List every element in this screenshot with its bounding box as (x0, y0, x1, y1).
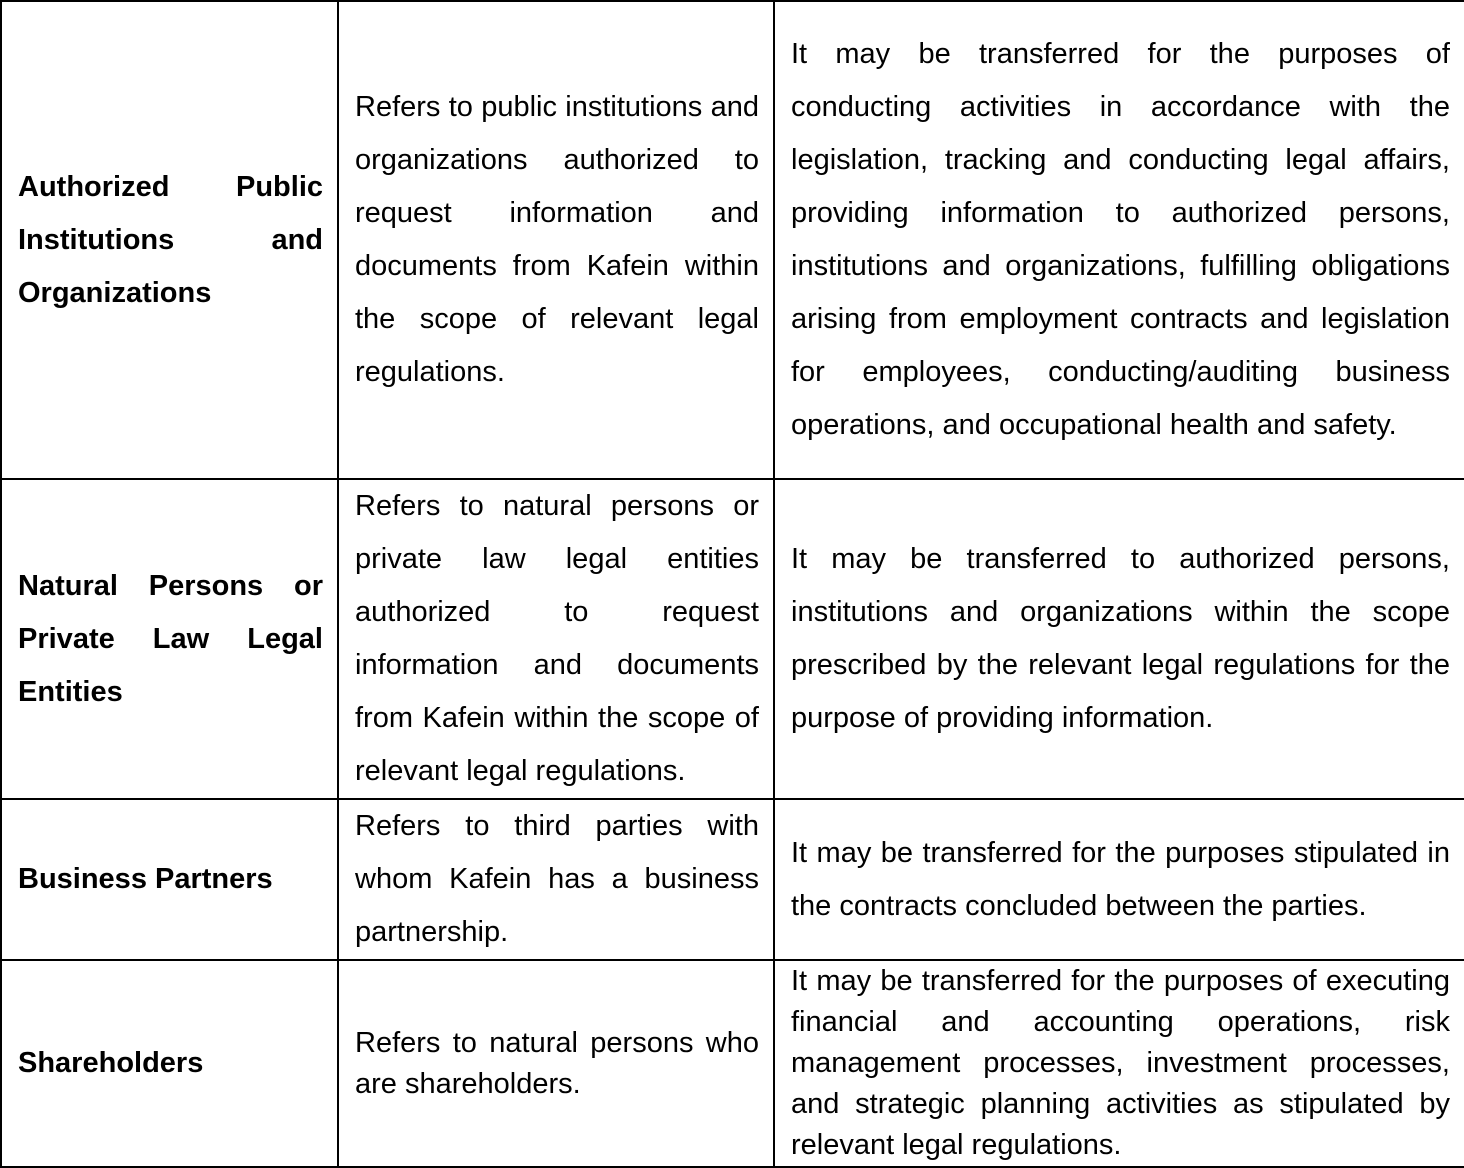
recipient-group-description: Refers to natural persons who are shareholders. (338, 960, 774, 1167)
recipient-group-name: Business Partners (1, 799, 338, 960)
recipient-group-description: Refers to public institutions and organizations authorized to request information and documents from Kafein within the scope of relevant legal regulations. (338, 1, 774, 479)
transfer-purpose: It may be transferred for the purposes of executing financial and accounting operations, risk management processes, investment processes, and strategic planning activities as stipulated by relevant legal regulations. (774, 960, 1464, 1167)
transfer-purpose: It may be transferred to authorized persons, institutions and organizations within the scope prescribed by the relevant legal regulations for the purpose of providing information. (774, 479, 1464, 799)
table-row (1, 799, 1464, 960)
recipient-group-description: Refers to natural persons or private law legal entities authorized to request information and documents from Kafein within the scope of relevant legal regulations. (338, 479, 774, 799)
recipient-group-name: Shareholders (1, 960, 338, 1167)
transfer-purpose: It may be transferred for the purposes stipulated in the contracts concluded between the parties. (774, 799, 1464, 960)
table-row (1, 960, 1464, 1167)
recipient-group-name: Authorized Public Institutions and Organizations (1, 1, 338, 479)
recipient-group-description: Refers to third parties with whom Kafein has a business partnership. (338, 799, 774, 960)
transfer-purpose: It may be transferred for the purposes of conducting activities in accordance with the legislation, tracking and conducting legal affairs, providing information to authorized persons, institutions and organizations, fulfilling obligations arising from employment contracts and legislation for employees, conducting/auditing business operations, and occupational health and safety. (774, 1, 1464, 479)
recipient-group-name: Natural Persons or Private Law Legal Entities (1, 479, 338, 799)
table-row (1, 1, 1464, 479)
table-row (1, 479, 1464, 799)
